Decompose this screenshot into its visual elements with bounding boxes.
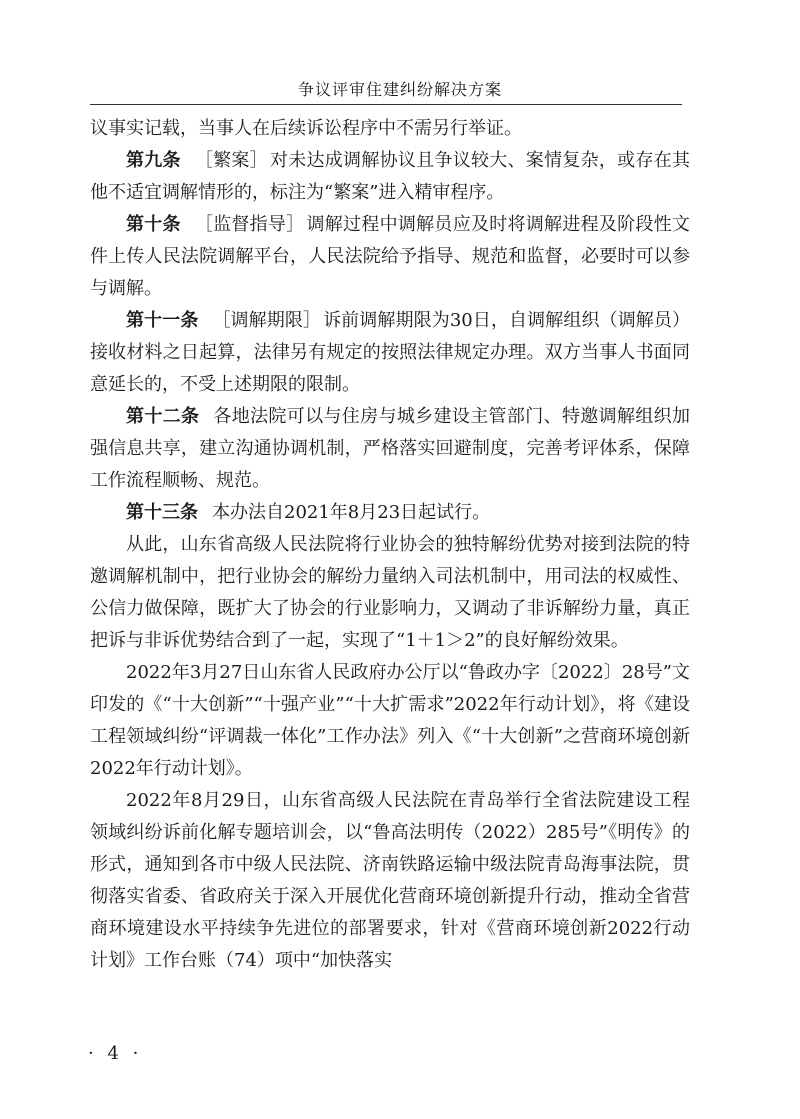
article-tag: ［调解期限］ (212, 310, 322, 331)
article-text: 各地法院可以与住房与城乡建设主管部门、特邀调解组织加强信息共享，建立沟通协调机制，严格落实回避制度，完善考评体系，保障工作流程顺畅、规范。 (90, 406, 691, 491)
paragraph (90, 657, 690, 785)
article-heading: 第十二条 (126, 406, 200, 427)
article-text: 对未达成调解协议且争议较大、案情复杂，或存在其他不适宜调解情形的，标注为“繁案”进入精审程序。 (90, 150, 691, 203)
article-heading: 第十条 (126, 214, 181, 235)
article-tag: ［监督指导］ (194, 214, 305, 235)
paragraph (90, 113, 690, 145)
paragraph-text: 2022年8月29日，山东省高级人民法院在青岛举行全省法院建设工程领域纠纷诉前化解专题培训会，以“鲁高法明传（2022）285号”《明传》的形式，通知到各市中级人民法院、济南铁路运输中级法院青岛海事法院，贯彻落实省委、省政府关于深入开展优化营商环境创新提升行动，推动全省营商环境建设水平持续争先进位的部署要求，针对《营商环境创新2022行动计划》工作台账（74）项中“加快落实 (90, 790, 690, 971)
body-text (90, 113, 690, 977)
article-paragraph (90, 145, 690, 209)
article-heading: 第九条 (126, 150, 181, 171)
page-number: · 4 · (88, 1043, 143, 1064)
article-text: 本办法自2021年8月23日起试行。 (212, 502, 491, 523)
article-paragraph (90, 209, 690, 305)
article-paragraph (90, 401, 690, 497)
paragraph-text: 议事实记载，当事人在后续诉讼程序中不需另行举证。 (90, 118, 522, 139)
article-heading: 第十一条 (126, 310, 199, 331)
article-text: 诉前调解期限为30日，自调解组织（调解员）接收材料之日起算，法律另有规定的按照法律规定办理。双方当事人书面同意延长的，不受上述期限的限制。 (90, 310, 691, 395)
article-paragraph (90, 305, 690, 401)
paragraph (90, 785, 690, 977)
paragraph (90, 529, 690, 657)
paragraph-text: 从此，山东省高级人民法院将行业协会的独特解纷优势对接到法院的特邀调解机制中，把行业协会的解纷力量纳入司法机制中，用司法的权威性、公信力做保障，既扩大了协会的行业影响力，又调动了非诉解纷力量，真正把诉与非诉优势结合到了一起，实现了“1＋1＞2”的良好解纷效果。 (90, 534, 690, 651)
running-header-title: 争议评审住建纠纷解决方案 (297, 80, 502, 99)
article-heading: 第十三条 (126, 502, 198, 523)
article-tag: ［繁案］ (194, 150, 268, 171)
article-text: 调解过程中调解员应及时将调解进程及阶段性文件上传人民法院调解平台，人民法院给予指导、规范和监督，必要时可以参与调解。 (90, 214, 690, 299)
paragraph-text: 2022年3月27日山东省人民政府办公厅以“鲁政办字〔2022〕28号”文印发的《“十大创新”“十强产业”“十大扩需求”2022年行动计划》，将《建设工程领域纠纷“评调裁一体化”工作办法》列入《“十大创新”之营商环境创新2022年行动计划》。 (90, 662, 690, 779)
header-rule (90, 104, 682, 105)
article-paragraph (90, 497, 690, 529)
